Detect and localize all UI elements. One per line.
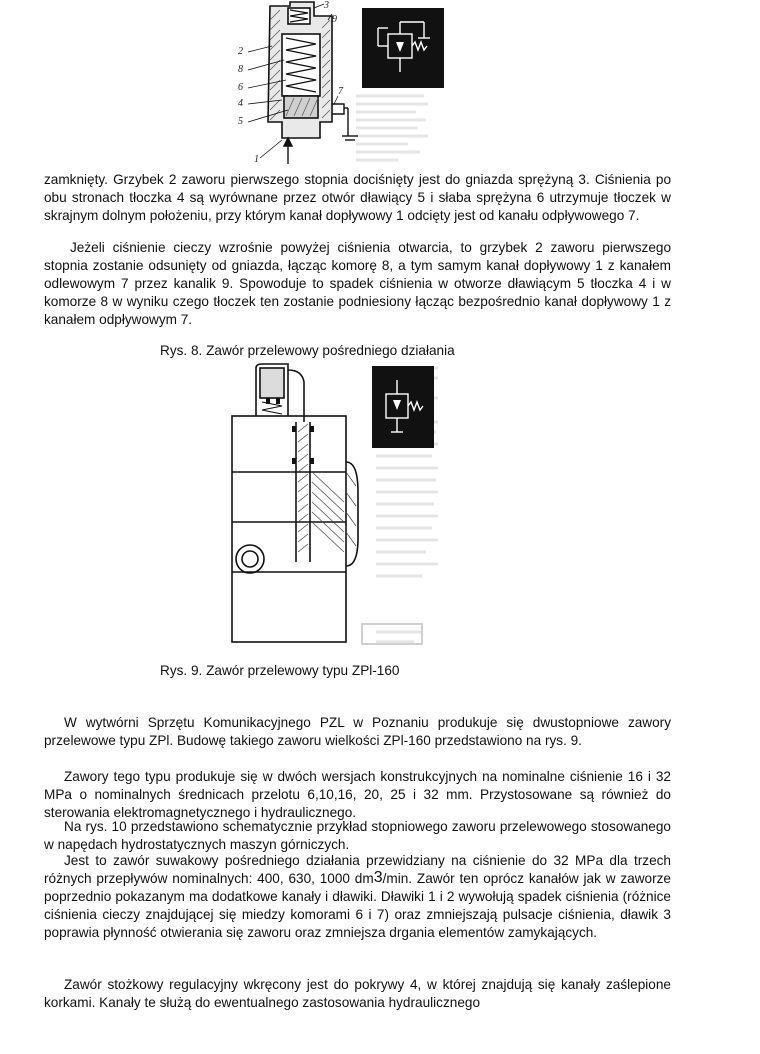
part-label: 8 [238, 64, 243, 75]
paragraph-3 [44, 714, 671, 750]
paragraph-7 [44, 976, 671, 1012]
paragraph-4 [44, 768, 671, 822]
inlet-port [236, 545, 264, 573]
part-label: 9 [332, 14, 337, 25]
paragraph-text: /min. Zawór ten oprócz kanałów jak w zaworze poprzednio pokazanym ma dodatkowe kanały i dławiki. Dławiki 1 i 2 wywołują spadek ciśnienia (różnice ciśnienia cieczy znajdującej się miedzy komorami 6 i 7) oraz zmniejszają pulsacje ciśnienia, dławik 3 poprawia płynność otwierania się zaworu oraz zmniejsza drgania elementów zamykających. [44, 871, 671, 940]
paragraph-text: Zawory tego typu produkuje się w dwóch wersjach konstrukcyjnych na nominalne ciśnienie 16 i 32 MPa o nominalnych średnicach przelotu 6,10,16, 20, 25 i 32 mm. Przystosowane są również do sterowania elektromagnetycznego i hydraulicznego. [44, 769, 671, 820]
valve-body-outline [232, 364, 358, 642]
caption-rys9: Rys. 9. Zawór przelewowy typu ZPl-160 [160, 663, 400, 678]
part-label: 5 [238, 116, 243, 127]
paragraph-6 [44, 852, 671, 942]
paragraph-text: Jest to zawór suwakowy pośredniego działania przewidziany na ciśnienie do 32 MPa dla trzech różnych przepływów nominalnych: 400, 630, 1000 dm [44, 853, 671, 886]
part-label: 4 [238, 98, 243, 109]
part-label: 1 [254, 154, 259, 165]
hydraulic-symbol-rys9 [372, 366, 434, 448]
superscript-3: 3 [373, 869, 383, 886]
paragraph-2 [44, 239, 671, 329]
paragraph-text: Jeżeli ciśnienie cieczy wzrośnie powyżej ciśnienia otwarcia, to grzybek 2 zaworu pierwszego stopnia zostanie odsunięty od gniazda, łącząc komorę 8, a tym samym kanał dopływowy 1 z kanałem odlewowym 7 przez kanalik 9. Spowoduje to spadek ciśnienia w otworze dławiącym 5 tłoczka 4 i w komorze 8 w wyniku czego tłoczek ten zostanie podniesiony łącząc bezpośrednio kanał dopływowy 1 z kanałem odpływowym 7. [44, 240, 671, 327]
caption-rys8: Rys. 8. Zawór przelewowy pośredniego działania [160, 343, 455, 358]
inlet-arrow [284, 138, 292, 164]
paragraph-text: W wytwórni Sprzętu Komunikacyjnego PZL w Poznaniu produkuje się dwustopniowe zawory przelewowe typu ZPl. Budowę takiego zaworu wielkości ZPl-160 przedstawiono na rys. 9. [44, 715, 671, 748]
section-hatching [298, 424, 356, 552]
outlet-port [332, 104, 358, 140]
paragraph-1 [44, 171, 671, 225]
hydraulic-symbol-rys8 [362, 8, 444, 88]
paragraph-5 [44, 818, 671, 854]
part-label: 6 [238, 82, 243, 93]
paragraph-text: Na rys. 10 przedstawiono schematycznie przykład stopniowego zaworu przelewowego stosowanego w napędach hydrostatycznych maszyn górniczych. [44, 819, 671, 852]
part-label: 2 [238, 46, 243, 57]
paragraph-text: zamknięty. Grzybek 2 zaworu pierwszego stopnia dociśnięty jest do gniazda sprężyną 3. Ciśnienia po obu stronach tłoczka 4 są wyrównane przez otwór dławiący 5 i słaba sprężyna 6 utrzymuje tłoczek w skrajnym dolnym położeniu, przy którym kanał dopływowy 1 odcięty jest od kanału odpływowego 7. [44, 172, 671, 223]
part-label: 3 [324, 0, 329, 11]
paragraph-text: Zawór stożkowy regulacyjny wkręcony jest do pokrywy 4, w której znajdują się kanały zaślepione korkami. Kanały te służą do ewentualnego zastosowania hydraulicznego [44, 977, 671, 1010]
part-label: 7 [338, 86, 343, 97]
bleed-through-text [356, 96, 428, 160]
